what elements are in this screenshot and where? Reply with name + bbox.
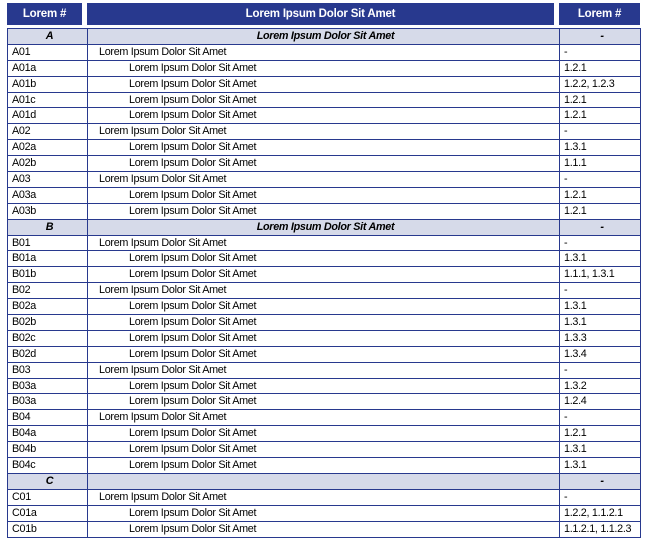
cell-ref: 1.3.1 <box>560 299 641 315</box>
cell-code: A01b <box>8 76 88 92</box>
cell-title: Lorem Ipsum Dolor Sit Amet <box>88 315 560 331</box>
cell-title: Lorem Ipsum Dolor Sit Amet <box>88 442 560 458</box>
cell-code: C01 <box>8 489 88 505</box>
cell-ref: - <box>560 410 641 426</box>
cell-ref: 1.2.1 <box>560 426 641 442</box>
table-row <box>8 362 641 378</box>
cell-ref: 1.3.1 <box>560 442 641 458</box>
reference-table <box>7 3 640 535</box>
cell-ref: - <box>560 235 641 251</box>
cell-ref: 1.2.1 <box>560 60 641 76</box>
header-ref: Lorem # <box>559 3 640 25</box>
cell-code: B03a <box>8 378 88 394</box>
cell-title: Lorem Ipsum Dolor Sit Amet <box>88 330 560 346</box>
table-row <box>8 378 641 394</box>
cell-ref: - <box>560 473 641 489</box>
section-row <box>8 29 641 45</box>
cell-title: Lorem Ipsum Dolor Sit Amet <box>88 346 560 362</box>
cell-ref: 1.1.1 <box>560 156 641 172</box>
table-row <box>8 299 641 315</box>
cell-code: C01b <box>8 521 88 537</box>
cell-code: B04c <box>8 458 88 474</box>
cell-title: Lorem Ipsum Dolor Sit Amet <box>88 219 560 235</box>
table-row <box>8 187 641 203</box>
table-row <box>8 76 641 92</box>
cell-title: Lorem Ipsum Dolor Sit Amet <box>88 299 560 315</box>
header-title: Lorem Ipsum Dolor Sit Amet <box>87 3 554 25</box>
section-row <box>8 473 641 489</box>
table-row <box>8 521 641 537</box>
cell-title: Lorem Ipsum Dolor Sit Amet <box>88 76 560 92</box>
cell-title: Lorem Ipsum Dolor Sit Amet <box>88 521 560 537</box>
cell-ref: - <box>560 219 641 235</box>
cell-ref: - <box>560 283 641 299</box>
cell-title <box>88 473 560 489</box>
header-code: Lorem # <box>7 3 82 25</box>
cell-ref: 1.2.1 <box>560 108 641 124</box>
table-row <box>8 140 641 156</box>
cell-ref: 1.2.2, 1.1.2.1 <box>560 505 641 521</box>
cell-title: Lorem Ipsum Dolor Sit Amet <box>88 267 560 283</box>
table-row <box>8 251 641 267</box>
cell-ref: 1.2.2, 1.2.3 <box>560 76 641 92</box>
cell-title: Lorem Ipsum Dolor Sit Amet <box>88 426 560 442</box>
table-row <box>8 124 641 140</box>
cell-title: Lorem Ipsum Dolor Sit Amet <box>88 44 560 60</box>
table-row <box>8 172 641 188</box>
cell-code: A01 <box>8 44 88 60</box>
cell-code: A03a <box>8 187 88 203</box>
cell-ref: 1.3.4 <box>560 346 641 362</box>
cell-code: B02a <box>8 299 88 315</box>
table-row <box>8 203 641 219</box>
cell-ref: - <box>560 44 641 60</box>
cell-code: B02 <box>8 283 88 299</box>
cell-code: B01a <box>8 251 88 267</box>
table-row <box>8 458 641 474</box>
cell-title: Lorem Ipsum Dolor Sit Amet <box>88 140 560 156</box>
cell-title: Lorem Ipsum Dolor Sit Amet <box>88 410 560 426</box>
cell-code: B02c <box>8 330 88 346</box>
cell-code: B03 <box>8 362 88 378</box>
cell-code: B01b <box>8 267 88 283</box>
cell-ref: 1.3.1 <box>560 458 641 474</box>
cell-code: A <box>8 29 88 45</box>
cell-title: Lorem Ipsum Dolor Sit Amet <box>88 235 560 251</box>
cell-code: B03a <box>8 394 88 410</box>
cell-title: Lorem Ipsum Dolor Sit Amet <box>88 92 560 108</box>
table-row <box>8 489 641 505</box>
cell-ref: 1.3.1 <box>560 315 641 331</box>
cell-ref: - <box>560 29 641 45</box>
cell-code: A02 <box>8 124 88 140</box>
table-row <box>8 44 641 60</box>
cell-code: B <box>8 219 88 235</box>
table-row <box>8 267 641 283</box>
table-row <box>8 505 641 521</box>
cell-ref: - <box>560 489 641 505</box>
cell-ref: - <box>560 172 641 188</box>
table-row <box>8 156 641 172</box>
cell-code: A02b <box>8 156 88 172</box>
cell-code: A02a <box>8 140 88 156</box>
cell-ref: 1.2.1 <box>560 203 641 219</box>
cell-code: A03 <box>8 172 88 188</box>
table-row <box>8 410 641 426</box>
table-row <box>8 235 641 251</box>
table-row <box>8 426 641 442</box>
cell-code: B04b <box>8 442 88 458</box>
cell-title: Lorem Ipsum Dolor Sit Amet <box>88 283 560 299</box>
cell-title: Lorem Ipsum Dolor Sit Amet <box>88 124 560 140</box>
cell-code: C <box>8 473 88 489</box>
cell-code: B02b <box>8 315 88 331</box>
cell-ref: - <box>560 124 641 140</box>
table-body <box>7 28 641 538</box>
table-row <box>8 92 641 108</box>
cell-code: A01d <box>8 108 88 124</box>
table-row <box>8 60 641 76</box>
cell-code: B04a <box>8 426 88 442</box>
cell-ref: 1.3.3 <box>560 330 641 346</box>
cell-ref: - <box>560 362 641 378</box>
cell-title: Lorem Ipsum Dolor Sit Amet <box>88 29 560 45</box>
cell-title: Lorem Ipsum Dolor Sit Amet <box>88 394 560 410</box>
cell-ref: 1.2.4 <box>560 394 641 410</box>
table-row <box>8 394 641 410</box>
cell-title: Lorem Ipsum Dolor Sit Amet <box>88 489 560 505</box>
table-row <box>8 346 641 362</box>
cell-code: A03b <box>8 203 88 219</box>
section-row <box>8 219 641 235</box>
table-row <box>8 442 641 458</box>
table-row <box>8 330 641 346</box>
cell-ref: 1.3.1 <box>560 140 641 156</box>
cell-title: Lorem Ipsum Dolor Sit Amet <box>88 251 560 267</box>
table-header <box>7 3 640 25</box>
table-row <box>8 315 641 331</box>
cell-title: Lorem Ipsum Dolor Sit Amet <box>88 156 560 172</box>
cell-title: Lorem Ipsum Dolor Sit Amet <box>88 362 560 378</box>
table-row <box>8 283 641 299</box>
cell-ref: 1.3.1 <box>560 251 641 267</box>
cell-title: Lorem Ipsum Dolor Sit Amet <box>88 172 560 188</box>
table-row <box>8 108 641 124</box>
cell-title: Lorem Ipsum Dolor Sit Amet <box>88 505 560 521</box>
cell-code: B04 <box>8 410 88 426</box>
cell-code: C01a <box>8 505 88 521</box>
cell-code: A01a <box>8 60 88 76</box>
cell-title: Lorem Ipsum Dolor Sit Amet <box>88 203 560 219</box>
cell-ref: 1.1.1, 1.3.1 <box>560 267 641 283</box>
cell-ref: 1.2.1 <box>560 92 641 108</box>
cell-title: Lorem Ipsum Dolor Sit Amet <box>88 458 560 474</box>
cell-ref: 1.1.2.1, 1.1.2.3 <box>560 521 641 537</box>
cell-title: Lorem Ipsum Dolor Sit Amet <box>88 60 560 76</box>
cell-title: Lorem Ipsum Dolor Sit Amet <box>88 108 560 124</box>
cell-code: B02d <box>8 346 88 362</box>
cell-title: Lorem Ipsum Dolor Sit Amet <box>88 378 560 394</box>
cell-code: B01 <box>8 235 88 251</box>
cell-ref: 1.3.2 <box>560 378 641 394</box>
cell-code: A01c <box>8 92 88 108</box>
cell-ref: 1.2.1 <box>560 187 641 203</box>
cell-title: Lorem Ipsum Dolor Sit Amet <box>88 187 560 203</box>
